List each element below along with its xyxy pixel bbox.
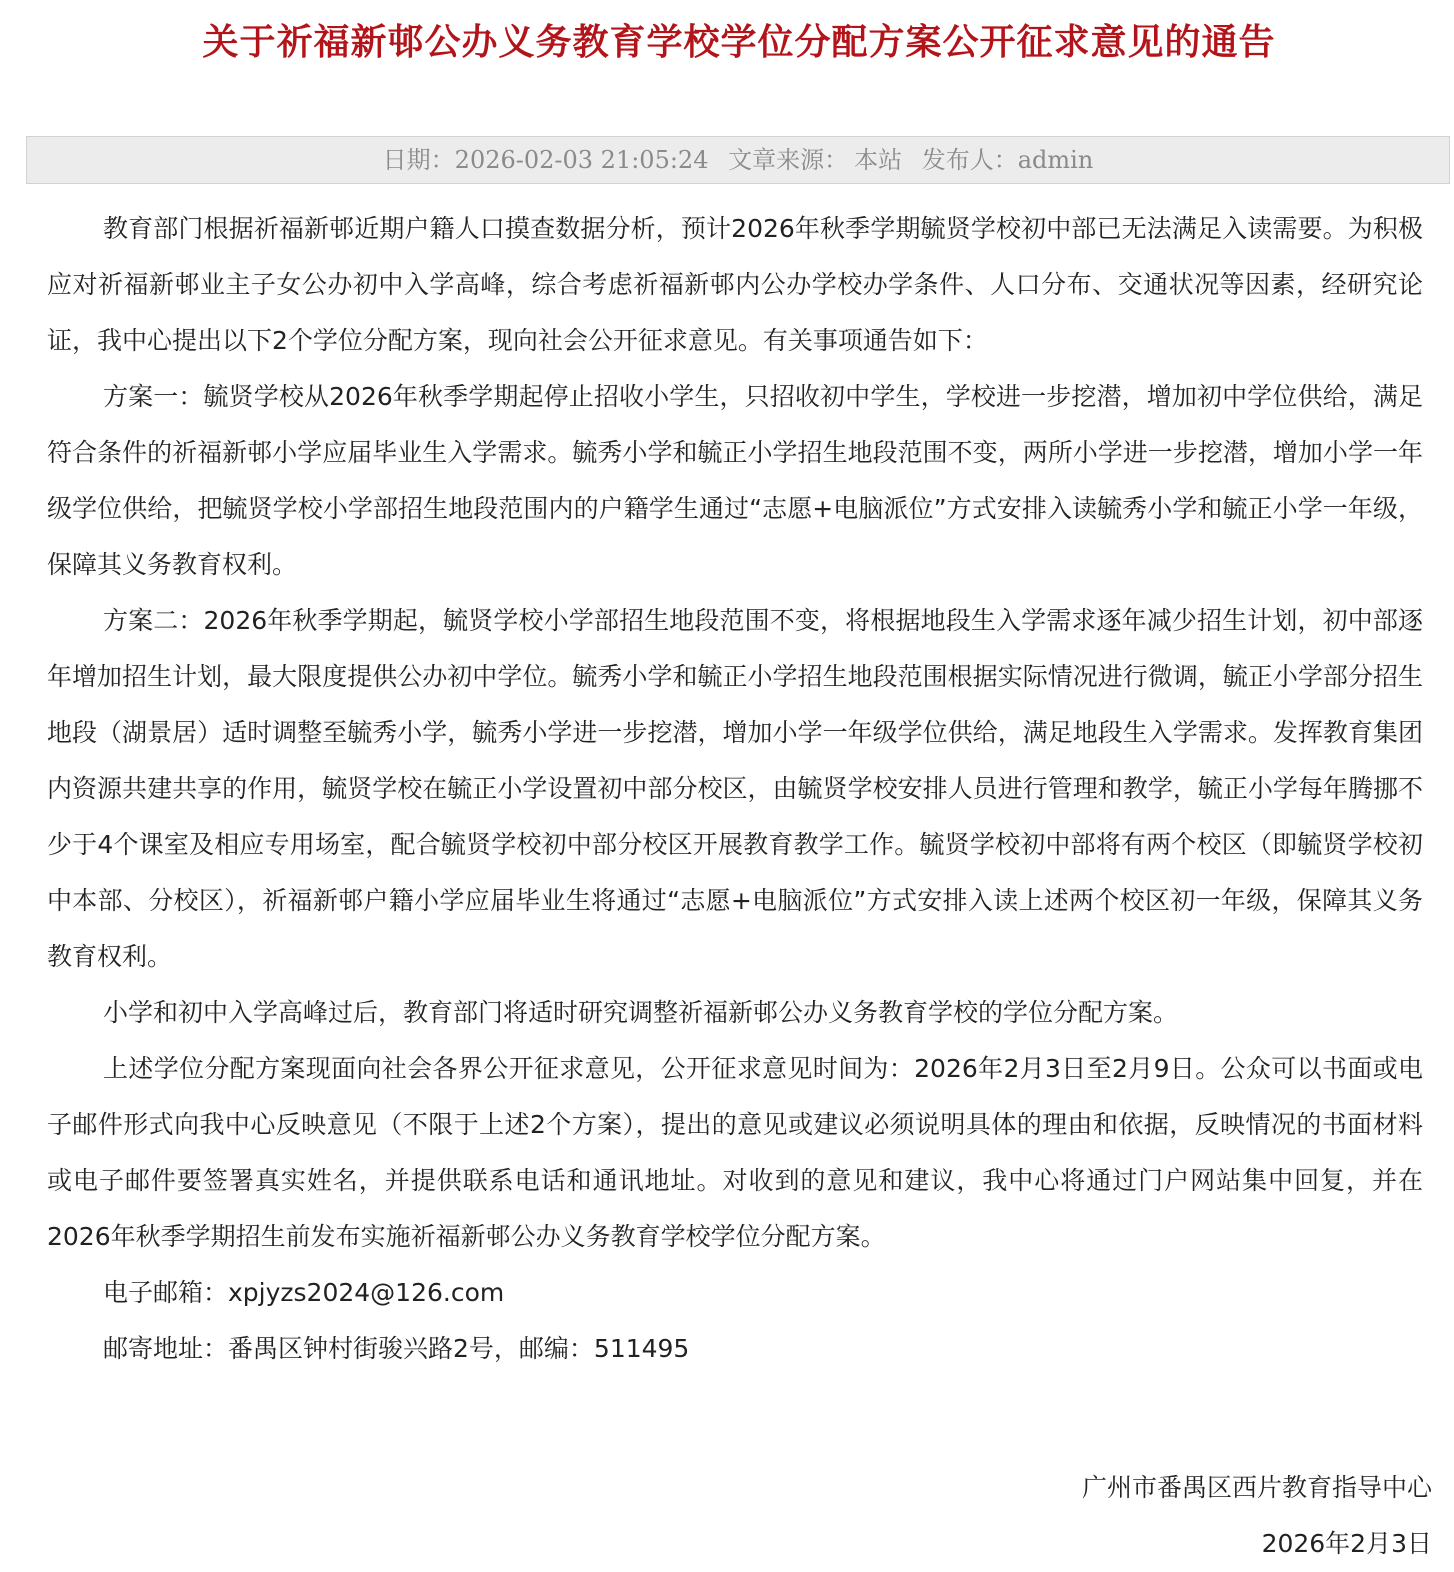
signature-org: 广州市番禺区西片教育指导中心 bbox=[1081, 1473, 1432, 1502]
paragraph-mailing-address: 邮寄地址：番禺区钟村街骏兴路2号，邮编：511495 bbox=[103, 1334, 690, 1363]
signature-date: 2026年2月3日 bbox=[1261, 1529, 1432, 1558]
date-value: 2026-02-03 21:05:24 bbox=[454, 146, 709, 174]
paragraph-intro: 教育部门根据祈福新邨近期户籍人口摸查数据分析，预计2026年秋季学期毓贤学校初中部已无法满足入读需要。为积极应对祈福新邨业主子女公办初中入学高峰，综合考虑祈福新邨内公办学校办学条件、人口分布、交通状况等因素，经研究论证，我中心提出以下2个学位分配方案，现向社会公开征求意见。有关事项通告如下： bbox=[47, 214, 1423, 355]
paragraph-plan-two: 方案二：2026年秋季学期起，毓贤学校小学部招生地段范围不变，将根据地段生入学需求逐年减少招生计划，初中部逐年增加招生计划，最大限度提供公办初中学位。毓秀小学和毓正小学招生地段范围根据实际情况进行微调，毓正小学部分招生地段（湖景居）适时调整至毓秀小学，毓秀小学进一步挖潜，增加小学一年级学位供给，满足地段生入学需求。发挥教育集团内资源共建共享的作用，毓贤学校在毓正小学设置初中部分校区，由毓贤学校安排人员进行管理和教学，毓正小学每年腾挪不少于4个课室及相应专用场室，配合毓贤学校初中部分校区开展教育教学工作。毓贤学校初中部将有两个校区（即毓贤学校初中本部、分校区），祈福新邨户籍小学应届毕业生将通过“志愿+电脑派位”方式安排入读上述两个校区初一年级，保障其义务教育权利。 bbox=[47, 606, 1423, 971]
article-body bbox=[47, 201, 1423, 1377]
source-value: 本站 bbox=[854, 146, 903, 174]
paragraph-consultation: 上述学位分配方案现面向社会各界公开征求意见，公开征求意见时间为：2026年2月3日至2月9日。公众可以书面或电子邮件形式向我中心反映意见（不限于上述2个方案），提出的意见或建议必须说明具体的理由和依据，反映情况的书面材料或电子邮件要签署真实姓名，并提供联系电话和通讯地址。对收到的意见和建议，我中心将通过门户网站集中回复，并在2026年秋季学期招生前发布实施祈福新邨公办义务教育学校学位分配方案。 bbox=[47, 1054, 1423, 1251]
source-label: 文章来源： bbox=[728, 146, 849, 174]
author-label: 发布人： bbox=[921, 146, 1018, 174]
date-label: 日期： bbox=[382, 146, 455, 174]
paragraph-after-peak: 小学和初中入学高峰过后，教育部门将适时研究调整祈福新邨公办义务教育学校的学位分配方案。 bbox=[103, 998, 1179, 1027]
article-meta-bar bbox=[26, 136, 1450, 184]
article-title: 关于祈福新邨公办义务教育学校学位分配方案公开征求意见的通告 bbox=[202, 21, 1276, 63]
signature-block bbox=[1082, 1460, 1432, 1572]
paragraph-email: 电子邮箱：xpjyzs2024@126.com bbox=[103, 1278, 505, 1307]
author-value: admin bbox=[1017, 146, 1094, 174]
paragraph-plan-one: 方案一：毓贤学校从2026年秋季学期起停止招收小学生，只招收初中学生，学校进一步挖潜，增加初中学位供给，满足符合条件的祈福新邨小学应届毕业生入学需求。毓秀小学和毓正小学招生地段范围不变，两所小学进一步挖潜，增加小学一年级学位供给，把毓贤学校小学部招生地段范围内的户籍学生通过“志愿+电脑派位”方式安排入读毓秀小学和毓正小学一年级，保障其义务教育权利。 bbox=[47, 382, 1423, 579]
